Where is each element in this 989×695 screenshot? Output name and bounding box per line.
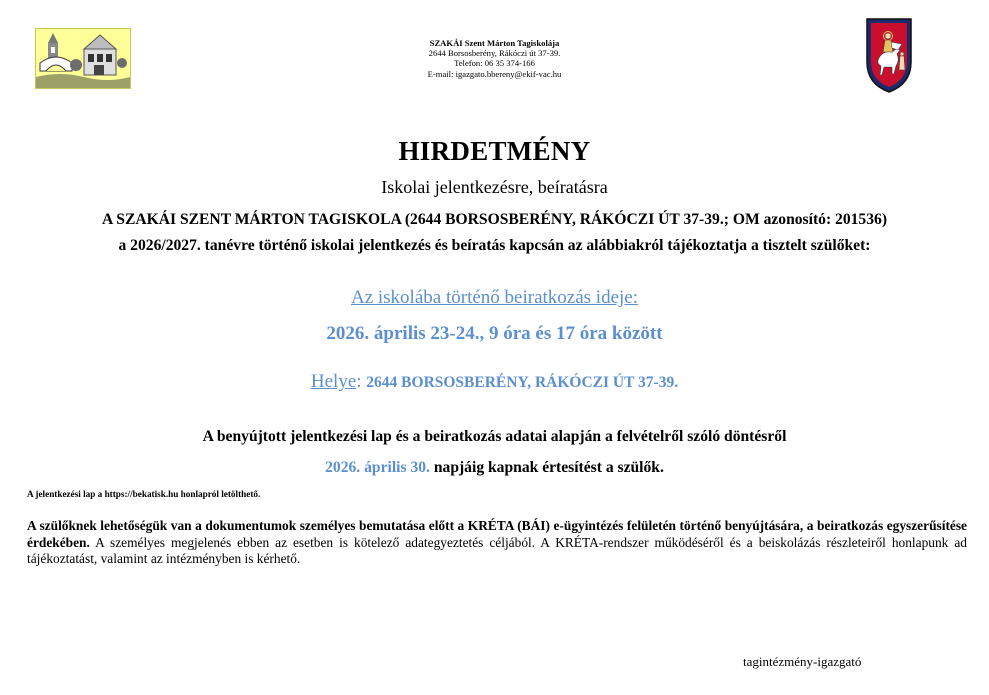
school-email: E-mail: igazgato.bbereny@ekif-vac.hu [427, 68, 562, 79]
place-address: 2644 BORSOSBERÉNY, RÁKÓCZI ÚT 37-39. [366, 374, 679, 391]
paragraph-bold: A szülőknek lehetőségük van a dokumentumok személyes bemutatása előtt a KRÉTA (BÁI) e-ügyintézés felületén történő benyújtására, a beiratkozás egyszerűsítése érdekében. [27, 518, 967, 550]
school-address: 2644 Borsosberény, Rákóczi út 37-39. [428, 48, 561, 59]
school-phone: Telefon: 06 35 374-166 [454, 58, 535, 69]
enrollment-label: Az iskolába történő beiratkozás ideje: [350, 287, 638, 308]
school-contact-block [300, 38, 689, 79]
intro-line-2: a 2026/2027. tanévre történő iskolai jelentkezés és beíratás kapcsán az alábbiakról tájékoztatja a tisztelt szülőket: [118, 237, 871, 254]
coat-of-arms-icon [864, 14, 914, 94]
enrollment-date: 2026. április 23-24., 9 óra és 17 óra között [326, 323, 663, 344]
school-logo-icon [35, 28, 131, 89]
decision-line: A benyújtott jelentkezési lap és a beiratkozás adatai alapján a felvételről szóló döntésről [202, 428, 787, 445]
info-paragraph [27, 518, 967, 568]
place-line [0, 371, 989, 393]
document-subtitle: Iskolai jelentkezésre, beíratásra [381, 177, 608, 197]
signature: tagintézmény-igazgató [743, 654, 862, 669]
paragraph-rest: A személyes megjelenés ebben az esetben is kötelező adategyeztetés céljából. A KRÉTA-rendszer működéséről és a beiskolázás részleteiről honlapunk ad tájékoztatást, valamint az intézményben is kérhető. [27, 534, 967, 567]
place-label: Helye [310, 371, 357, 392]
document-title: HIRDETMÉNY [398, 136, 591, 166]
place-colon: : [356, 371, 362, 392]
intro-line-1: A SZAKÁI SZENT MÁRTON TAGISKOLA (2644 BORSOSBERÉNY, RÁKÓCZI ÚT 37-39.; OM azonosító: 201536) [101, 211, 888, 228]
notice-line [0, 459, 989, 477]
notice-date: 2026. április 30. [325, 459, 430, 476]
notice-rest: napjáig kapnak értesítést a szülők. [429, 459, 664, 476]
download-note: A jelentkezési lap a https://bekatisk.hu honlapról letölthető. [27, 489, 261, 499]
school-name: SZAKÁI Szent Márton Tagiskolája [429, 38, 560, 48]
